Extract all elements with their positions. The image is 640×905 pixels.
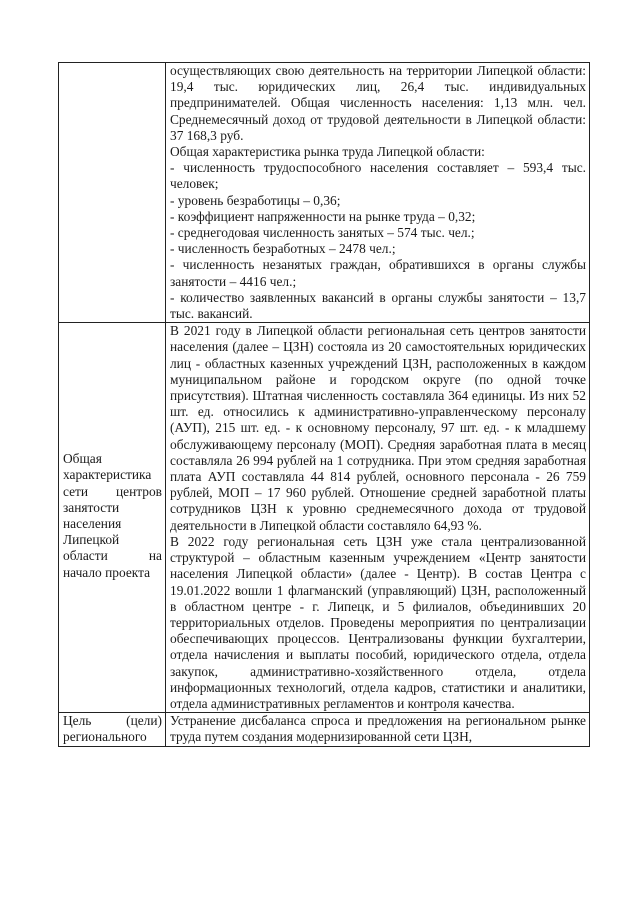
labor-market-description bbox=[170, 63, 586, 322]
list-item: - среднегодовая численность занятых – 574 тыс. чел.; bbox=[170, 225, 475, 241]
row-label-cell bbox=[59, 323, 166, 713]
row-content-cell bbox=[166, 323, 590, 713]
row-label bbox=[63, 323, 162, 581]
text-paragraph: В 2021 году в Липецкой области региональная сеть центров занятости населения (далее – ЦЗН) состояла из 20 самостоятельных юридических лиц - областных казенных учреждений ЦЗН, расположенных в каждом муниципальном районе и городском округе (по одной точке присутствия). Штатная численность составляла 364 единицы. Из них 52 шт. ед. относились к административно-управленческому персоналу (АУП), 215 шт. ед. - к основному персоналу, 97 шт. ед. - к младшему обслуживающему персоналу (МОП). Средняя заработная плата в месяц составляла 26 994 рублей на 1 сотрудника. При этом средняя заработная плата АУП составляла 44 814 рублей, основного персонала - 26 759 рублей, МОП – 17 960 рублей. Отношение средней заработной платы сотрудников ЦЗН к уровню среднемесячного дохода от трудовой деятельности в Липецкой области составляло 64,93 %. bbox=[170, 323, 586, 533]
list-item: - численность незанятых граждан, обратившихся в органы службы занятости – 4416 чел.; bbox=[170, 257, 586, 289]
text-paragraph: Общая характеристика рынка труда Липецкой области: bbox=[170, 144, 485, 160]
list-item: - численность безработных – 2478 чел.; bbox=[170, 241, 396, 257]
passport-table bbox=[58, 62, 590, 747]
row-label-cell bbox=[59, 63, 166, 323]
text-paragraph: В 2022 году региональная сеть ЦЗН уже стала централизованной структурой – областным казенным учреждением «Центр занятости населения Липецкой области» (далее - Центр). В состав Центра с 19.01.2022 вошли 1 флагманский (управляющий) ЦЗН, расположенный в областном центре - г. Липецк, и 5 филиалов, объединивших 20 территориальных отделов. Проведены мероприятия по централизации обеспечивающих процессов. Централизованы функции бухгалтерии, отдела начисления и выплаты пособий, юридического отдела, отдела закупок, административно-хозяйственного отдела, отдела информационных технологий, отдела кадров, статистики и аналитики, отдела административных регламентов и контроля качества. bbox=[170, 533, 586, 711]
table-row bbox=[59, 63, 590, 323]
row-label-cell bbox=[59, 713, 166, 746]
row-content-cell bbox=[166, 63, 590, 323]
text-paragraph: осуществляющих свою деятельность на территории Липецкой области: 19,4 тыс. юридических лиц, 26,4 тыс. индивидуальных предпринимателей. Общая численность населения: 1,13 млн. чел. Среднемесячный доход от трудовой деятельности в Липецкой области: 37 168,3 руб. bbox=[170, 63, 586, 143]
list-item: - коэффициент напряженности на рынке труда – 0,32; bbox=[170, 208, 476, 224]
row-label: Цель (цели) регионального bbox=[63, 713, 162, 745]
table-row bbox=[59, 323, 590, 713]
table-row bbox=[59, 713, 590, 746]
list-item: - количество заявленных вакансий в органы службы занятости – 13,7 тыс. вакансий. bbox=[170, 289, 586, 322]
list-item: - уровень безработицы – 0,36; bbox=[170, 192, 341, 208]
czn-network-description bbox=[170, 323, 586, 712]
list-item: - численность трудоспособного населения составляет – 593,4 тыс. человек; bbox=[170, 160, 586, 192]
row-content-cell bbox=[166, 713, 590, 746]
row-label-text: Общая характеристика сети центров занятости населения Липецкой области на начало проекта bbox=[63, 451, 162, 580]
goal-description: Устранение дисбаланса спроса и предложения на региональном рынке труда путем создания модернизированной сети ЦЗН, bbox=[170, 713, 586, 745]
